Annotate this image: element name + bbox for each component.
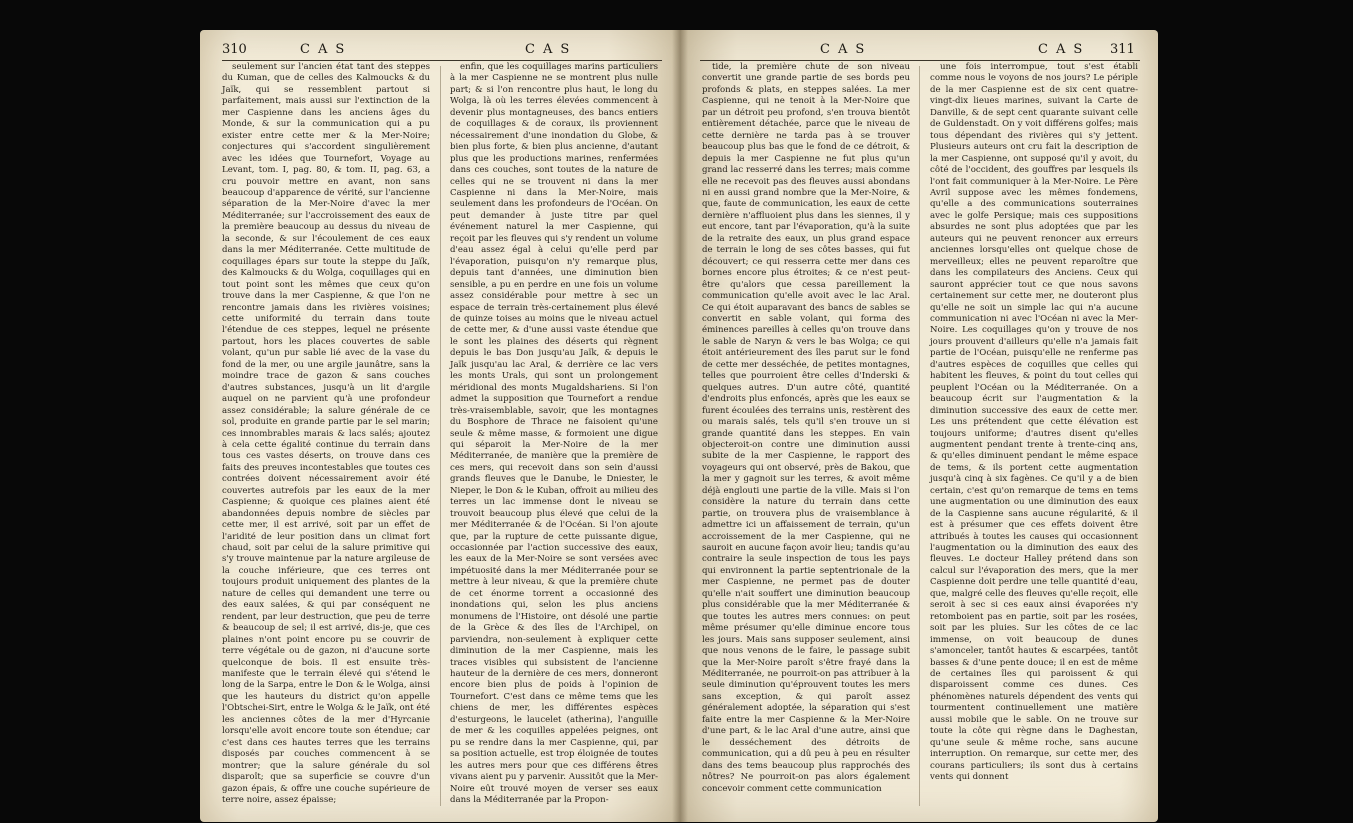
- left-column-divider: [440, 66, 441, 806]
- left-column-1-text: seulement sur l'ancien état tant des steppes du Kuman, que de celles des Kalmoucks & du Jaïk, qui se ressemblent partout si parfaitement, mais aussi sur l'extinction de la mer Caspienne dans les anciens âges du Monde, & sur la communication qui a pu exister entre cette mer & la Mer-Noire; conjectures qui s'accordent singulièrement avec les idées que Tournefort, Voyage au Levant, tom. I, pag. 80, & tom. II, pag. 63, a cru pouvoir mettre en avant, non sans beaucoup d'apparence de vérité, sur l'ancienne séparation de la Mer-Noire d'avec la mer Méditerranée; sur l'accroissement des eaux de la première beaucoup au dessus du niveau de la seconde, & sur l'écoulement de ces eaux dans la mer Méditerranée. Cette multitude de coquillages épars sur toute la steppe du Jaïk, des Kalmoucks & du Wolga, coquillages qui en tout point sont les mêmes que ceux qu'on trouve dans la mer Caspienne, & que l'on ne rencontre jamais dans les rivières voisines; cette uniformité du terrain dans toute l'étendue de ces steppes, lequel ne présente partout, hors les places couvertes de sable volant, qu'un pur sable lié avec de la vase du fond de la mer, ou une argile jaunâtre, sans la moindre trace de gazon & sans couches d'autres substances, jusqu'à un lit d'argile auquel on ne parvient qu'à une profondeur assez considérable; la salure générale de ce sol, produite en grande partie par le sel marin; ces innombrables marais & lacs salés; ajoutez à cela cette égalité continue du terrain dans tous ces vastes déserts, on trouve dans ces faits des preuves incontestables que toutes ces contrées doivent nécessairement avoir été couvertes autrefois par les eaux de la mer Caspienne; & quoique ces plaines aient été abandonnées depuis nombre de siècles par cette mer, il est arrivé, soit par un effet de l'aridité de leur position dans un climat fort chaud, soit par celui de la salure primitive qui s'y trouve maintenue par la nature argileuse de la couche inférieure, que ces terres ont toujours produit uniquement des plantes de la nature de celles qui demandent une terre ou des eaux salées, & qui par conséquent ne rendent, par leur destruction, que peu de terre & beaucoup de sel; il est arrivé, dis-je, que ces plaines n'ont point encore pu se couvrir de terre végétale ou de gazon, ni d'aucune sorte quelconque de bois. Il est ensuite très-manifeste que le terrain élevé qui s'étend le long de la Sarpa, entre le Don & le Wolga, ainsi que les hauteurs du district qu'on appelle l'Obtschei-Sirt, entre le Wolga & le Jaïk, ont été les anciennes côtes de la mer d'Hyrcanie lorsqu'elle avoit encore toute son étendue; car c'est dans ces hautes terres que les terrains disposés par couches commencent à se montrer; que la salure générale du sol disparoît; que sa superficie se couvre d'un gazon épais, & offre une couche supérieure de terre noire, assez épaisse;: [222, 62, 430, 805]
- right-running-head-col2: CAS: [1038, 42, 1091, 57]
- left-page: [200, 30, 680, 822]
- left-running-head-col1: CAS: [300, 42, 353, 57]
- right-running-head-col1: CAS: [820, 42, 873, 57]
- left-column-1: [222, 62, 430, 806]
- right-column-2-text: une fois interrompue, tout s'est établi comme nous le voyons de nos jours? Le périple de la mer Caspienne est de six cent quatre-vingt-dix lieues marines, suivant la Carte de Danville, & de sept cent quarante suivant celle de Guldenstadt. On y voit différens golfes; mais tous dépendant des rivières qui s'y jettent. Plusieurs auteurs ont cru fait la description de la mer Caspienne, ont supposé qu'il y avoit, du côté de l'occident, des gouffres par lesquels ils l'ont fait communiquer à la Mer-Noire. Le Père Avril suppose avec les mêmes fondemens, qu'elle a des communications souterraines avec le golfe Persique; mais ces suppositions absurdes ne sont plus adoptées que par les auteurs qui ne peuvent renoncer aux erreurs anciennes lorsqu'elles ont quelque chose de merveilleux; elles ne peuvent reparoître que dans les compilateurs des Anciens. Ceux qui sauront apprécier tout ce que nous savons certainement sur cette mer, ne douteront plus qu'elle ne soit un simple lac qui n'a aucune communication ni avec l'Océan ni avec la Mer-Noire. Les coquillages qu'on y trouve de nos jours prouvent d'ailleurs qu'elle n'a jamais fait partie de l'Océan, puisqu'elle ne renferme pas d'autres espèces de coquilles que celles qui habitent les fleuves, & point du tout celles qui peuplent l'Océan ou la Méditerranée. On a beaucoup écrit sur l'augmentation & la diminution successive des eaux de cette mer. Les uns prétendent que cette élévation est toujours uniforme; d'autres disent qu'elles augmentent pendant trente à trente-cinq ans, & qu'elles diminuent pendant le même espace de tems, & ils portent cette augmentation jusqu'à cinq à six fagènes. Ce qu'il y a de bien certain, c'est qu'on remarque de tems en tems une augmentation ou une diminution des eaux de la Caspienne sans aucune régularité, & il est à présumer que ces effets doivent être attribués à toutes les causes qui occasionnent l'augmentation ou la diminution des eaux des fleuves. Le docteur Halley prétend dans son calcul sur l'évaporation des mers, que la mer Caspienne doit perdre une telle quantité d'eau, que, malgré celle des fleuves qu'elle reçoit, elle seroit à sec si ces eaux ainsi évaporées n'y retomboient pas en partie, soit par les rosées, soit par les pluies. Sur les côtes de ce lac immense, on voit beaucoup de dunes s'amonceler, tantôt hautes & escarpées, tantôt basses & d'une pente douce; il en est de même de certaines îles qui paroissent & qui disparoissent comme ces dunes. Ces phénomènes naturels dépendent des vents qui tourmentent continuellement une matière aussi mobile que le sable. On ne trouve sur toute la côte qui règne dans le Daghestan, qu'une seule & même roche, sans aucune interruption. On remarque, sur cette mer, des courans particuliers; ils sont dus à certains vents qui donnent: [930, 62, 1138, 783]
- right-column-1: [702, 62, 910, 795]
- left-page-number: 310: [222, 42, 247, 57]
- right-page-number: 311: [1110, 42, 1135, 57]
- right-page: [680, 30, 1158, 822]
- left-column-2: [450, 62, 658, 806]
- left-column-2-text: enfin, que les coquillages marins particuliers à la mer Caspienne ne se montrent plus nulle part; & si l'on rencontre plus haut, le long du Wolga, là où les terres élevées commencent à devenir plus montagneuses, des bancs entiers de coquillages & de coraux, ils proviennent nécessairement d'une inondation du Globe, & bien plus forte, & bien plus ancienne, d'autant plus que les productions marines, renfermées dans ces couches, sont toutes de la nature de celles qui ne se trouvent ni dans la mer Caspienne ni dans la Mer-Noire, mais seulement dans les profondeurs de l'Océan. On peut demander à juste titre par quel événement naturel la mer Caspienne, qui reçoit par les fleuves qui s'y rendent un volume d'eau assez égal à celui qu'elle perd par l'évaporation, puisqu'on n'y remarque plus, depuis tant d'années, une diminution bien sensible, a pu en perdre en une fois un volume assez considérable pour mettre à sec un espace de terrain très-certainement plus élevé de quinze toises au moins que le niveau actuel de cette mer, & d'une aussi vaste étendue que le sont les plaines des déserts qui règnent depuis le bas Don jusqu'au Jaïk, & depuis le Jaïk jusqu'au lac Aral, & derrière ce lac vers les monts Urals, qui sont un prolongement méridional des monts Mugaldshariens. Si l'on admet la supposition que Tournefort a rendue très-vraisemblable, savoir, que les montagnes du Bosphore de Thrace ne faisoient qu'une seule & même masse, & formoient une digue qui séparoit la Mer-Noire de la mer Méditerranée, de manière que la première de ces mers, qui recevoit dans son sein d'aussi grands fleuves que le Danube, le Dniester, le Nieper, le Don & le Kuban, offroit au milieu des terres un lac immense dont le niveau se trouvoit beaucoup plus élevé que celui de la mer Méditerranée & de l'Océan. Si l'on ajoute que, par la rupture de cette puissante digue, occasionnée par l'action successive des eaux, les eaux de la Mer-Noire se sont versées avec impétuosité dans la mer Méditerranée pour se mettre à leur niveau, & que la première chute de cet énorme torrent a occasionné des inondations qui, selon les plus anciens monumens de l'Histoire, ont désolé une partie de la Grèce & des îles de l'Archipel, on parviendra, non-seulement à expliquer cette diminution de la mer Caspienne, mais les traces visibles qui subsistent de l'ancienne hauteur de la dernière de ces mers, donneront encore bien plus de poids à l'opinion de Tournefort. C'est dans ce même tems que les chiens de mer, les différentes espèces d'esturgeons, le laucelet (atherina), l'anguille de mer & les coquilles appelées peignes, ont pu se rendre dans la mer Caspienne, qui, par sa position actuelle, est trop éloignée de toutes les autres mers pour que ces différens êtres vivans aient pu y parvenir. Aussitôt que la Mer-Noire eût trouvé moyen de verser ses eaux dans la Méditerranée par la Propon-: [450, 62, 658, 805]
- book-gutter: [672, 30, 688, 822]
- right-column-1-text: tide, la première chute de son niveau convertit une grande partie de ses bords peu profonds & plats, en steppes salées. La mer Caspienne, qui ne tenoit à la Mer-Noire que par un détroit peu profond, s'en trouva bientôt entièrement détachée, parce que le niveau de cette dernière ne tarda pas à se trouver beaucoup plus bas que le fond de ce détroit, & depuis la mer Caspienne ne fut plus qu'un grand lac resserré dans les terres; mais comme elle ne recevoit pas des fleuves aussi abondans ni en aussi grand nombre que la Mer-Noire, & que, faute de communication, les eaux de cette dernière n'affluoient plus dans les siennes, il y eut encore, tant par l'évaporation, qu'à la suite de la retraite des eaux, un plus grand espace de terrain le long de ses côtes basses, qui fut découvert; ce qui resserra cette mer dans ces bornes encore plus étroites; & ce n'est peut-être qu'alors que cessa pareillement la communication qu'elle avoit avec le lac Aral. Ce qui étoit auparavant des bancs de sables se convertit en sable volant, qui forma des éminences pareilles à celles qu'on trouve dans le sable de Naryn & vers le bas Wolga; ce qui étoit antérieurement des îles parut sur le fond de cette mer desséchée, de petites montagnes, telles que pourroient être celles d'Inderski & quelques autres. D'un autre côté, quantité d'endroits plus enfoncés, après que les eaux se furent écoulées des terrains unis, restèrent des ou marais salés, tels qu'il s'en trouve un si grande quantité dans les steppes. En vain objecteroit-on contre une diminution aussi subite de la mer Caspienne, le rapport des voyageurs qui ont observé, près de Bakou, que la mer y gagnoit sur les terres, & avoit même déjà englouti une partie de la ville. Mais si l'on considère la nature du terrain dans cette partie, on trouvera plus de vraisemblance à admettre ici un affaissement de terrain, qu'un accroissement de la mer Caspienne, qui ne sauroit en aucune façon avoir lieu; tandis qu'au contraire la seule inspection de tous les pays qui environnent la partie septentrionale de la mer Caspienne, ne permet pas de douter qu'elle n'ait souffert une diminution beaucoup plus considérable que la mer Méditerranée & que toutes les autres mers connues: on peut même présumer qu'elle diminue encore tous les jours. Mais sans supposer seulement, ainsi que nous venons de le faire, le passage subit que la Mer-Noire paroît s'être frayé dans la Méditerranée, ne pourroit-on pas attribuer à la seule diminution qu'éprouvent toutes les mers sans exception, & qui paroît assez généralement adoptée, la séparation qui s'est faite entre la mer Caspienne & la Mer-Noire d'une part, & le lac Aral d'une autre, ainsi que le desséchement des détroits de communication, qui a dû peu à peu en résulter dans des tems beaucoup plus rapprochés des nôtres? Ne pourroit-on pas alors également concevoir comment cette communication: [702, 62, 910, 794]
- left-header-rule: [222, 60, 662, 61]
- right-column-2: [930, 62, 1138, 784]
- right-column-divider: [919, 66, 920, 806]
- left-running-head-col2: CAS: [525, 42, 578, 57]
- right-header-rule: [700, 60, 1140, 61]
